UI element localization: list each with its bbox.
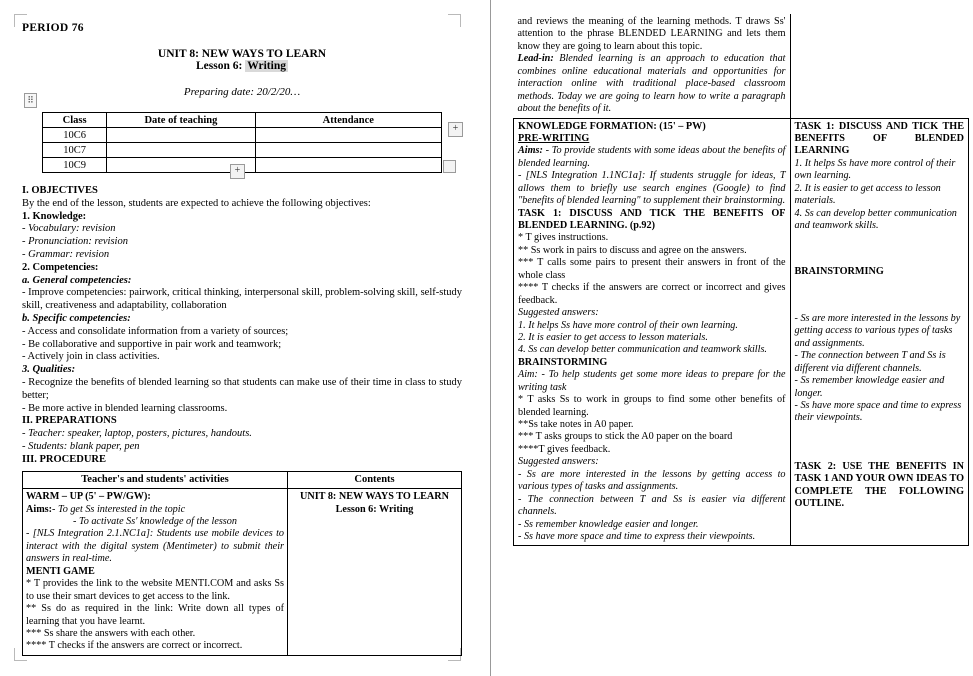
brainstorming-title: BRAINSTORMING — [518, 356, 608, 368]
brainstorming-suggested-item: - Ss have more space and time to express their viewpoints. — [518, 530, 756, 542]
preparations-item: - Students: blank paper, pen — [22, 440, 140, 452]
brainstorming-suggested-item: - The connection between T and Ss is easier via different channels. — [518, 493, 786, 518]
specific-competencies-item: - Access and consolidate information from a variety of sources; — [22, 325, 289, 337]
table-row — [43, 143, 442, 158]
brainstorming-step: *** T asks groups to stick the A0 paper on the board — [518, 431, 733, 443]
qualities-heading: 3. Qualities: — [22, 364, 76, 376]
procedure-table — [22, 471, 462, 656]
menti-step: ** Ss do as required in the link: Write down all types of learning that you have learnt. — [26, 603, 284, 627]
header-date: Date of teaching — [107, 113, 255, 128]
contents-brainstorming-item: - Ss have more space and time to express their viewpoints. — [794, 399, 962, 424]
knowledge-formation-heading: KNOWLEDGE FORMATION: (15' – PW) — [518, 120, 706, 132]
preparations-heading: II. PREPARATIONS — [22, 415, 117, 427]
brainstorming-suggested-item: - Ss are more interested in the lessons by getting access to various types of tasks and assignments. — [518, 468, 786, 493]
qualities-item: - Recognize the benefits of blended learning so that students can make use of their time in class to study better; — [22, 376, 462, 401]
procedure-heading: III. PROCEDURE — [22, 453, 107, 465]
procedure-header-contents: Contents — [288, 471, 462, 489]
brainstorming-step: * T asks Ss to work in groups to find some other benefits of blended learning. — [518, 394, 786, 418]
contents-task1-answer: 4. Ss can develop better communication and teamwork skills. — [794, 207, 957, 231]
cell-attendance — [255, 128, 441, 143]
preparing-date: Preparing date: 20/2/20… — [183, 86, 301, 98]
continuation-paragraph: and reviews the meaning of the learning methods. T draws Ss' attention to the phrase BLENDED LEARNING and lets them know they are going to learn about this topic. — [517, 16, 786, 52]
lesson-title-highlight: Writing — [247, 60, 286, 72]
table-header-row — [43, 113, 442, 128]
knowledge-formation-cell — [514, 118, 791, 546]
procedure-cell-activities — [23, 489, 288, 656]
continuation-table-top — [513, 14, 969, 546]
knowledge-item-text: - Grammar: revision — [22, 248, 110, 260]
warmup-title: WARM – UP (5' – PW/GW): — [26, 491, 151, 503]
continuation-cell-activities — [514, 14, 791, 118]
page-gap — [488, 0, 489, 676]
knowledge-item-text: - Vocabulary: revision — [22, 223, 116, 235]
knowledge-item-text: - Pronunciation: revision — [22, 236, 128, 248]
task1-step: * T gives instructions. — [518, 232, 609, 244]
cell-class: 10C9 — [43, 158, 107, 173]
menti-step: *** Ss share the answers with each other. — [26, 627, 196, 639]
contents-cell — [790, 118, 969, 546]
contents-brainstorming-item: - The connection between T and Ss is different via different channels. — [794, 350, 946, 374]
suggested-answer-item: 1. It helps Ss have more control of their own learning. — [518, 319, 738, 331]
lead-in-label: Lead-in: — [517, 53, 554, 65]
contents-unit: UNIT 8: NEW WAYS TO LEARN — [300, 491, 449, 503]
unit-title: UNIT 8: NEW WAYS TO LEARN — [157, 48, 327, 60]
contents-task1-answer: 1. It helps Ss have more control of their own learning. — [794, 157, 956, 182]
procedure-header-activities: Teacher's and students' activities — [23, 471, 288, 489]
suggested-answer-item: 2. It is easier to get access to lesson materials. — [518, 331, 708, 343]
specific-competencies-item: - Be collaborative and supportive in pair work and teamwork; — [22, 338, 282, 350]
knowledge-formation-row — [514, 118, 969, 546]
add-column-button[interactable]: + — [230, 164, 245, 179]
task1-step: ** Ss work in pairs to discuss and agree on the answers. — [518, 244, 747, 256]
aims-label: Aims: — [26, 503, 53, 515]
cell-attendance — [255, 158, 441, 173]
task1-step: *** T calls some pairs to present their answers in front of the whole class — [518, 257, 786, 281]
objectives-intro: By the end of the lesson, students are expected to achieve the following objectives: — [22, 197, 371, 209]
task1-step: **** T checks if the answers are correct or incorrect and gives feedback. — [518, 282, 786, 306]
task1-title-text: TASK 1: DISCUSS AND TICK THE BENEFITS OF BLENDED LEARNING. — [518, 207, 786, 231]
contents-brainstorming-item: - Ss are more interested in the lessons by getting access to various types of tasks and assignments. — [794, 312, 961, 349]
general-competencies-item: - Improve competencies: pairwork, critical thinking, interpersonal skill, problem-solving skill, self-study skill, creativeness and adaptability, collaboration — [22, 287, 462, 312]
continuation-row — [514, 14, 969, 118]
brainstorming-aim: Aim: - To help students get some more ideas to prepare for the writing task — [518, 369, 786, 393]
procedure-cell-contents — [288, 489, 462, 656]
cell-attendance — [255, 143, 441, 158]
drag-handle-icon[interactable]: ⠿ — [24, 93, 37, 108]
knowledge-heading: 1. Knowledge: — [22, 210, 87, 222]
competencies-heading: 2. Competencies: — [22, 261, 99, 273]
nls-integration-note: - [NLS Integration 2.1.NC1a]: Students use mobile devices to interact with the digital system (Mentimeter) to submit their answers in real-time. — [26, 528, 284, 565]
document-page-right — [490, 0, 973, 676]
period-label: PERIOD 76 — [22, 22, 84, 34]
preparations-item: - Teacher: speaker, laptop, posters, pictures, handouts. — [22, 428, 252, 440]
specific-competencies-heading: b. Specific competencies: — [22, 312, 131, 324]
procedure-row — [23, 489, 462, 656]
brainstorming-suggested-item: - Ss remember knowledge easier and longer. — [518, 518, 699, 530]
header-attendance: Attendance — [255, 113, 441, 128]
cell-date — [107, 128, 255, 143]
menti-step: * T provides the link to the website MENTI.COM and asks Ss to use their smart devices to get access to the link. — [26, 578, 284, 602]
task1-page: (p.92) — [627, 220, 655, 231]
suggested-answer-item: 4. Ss can develop better communication and teamwork skills. — [518, 344, 767, 356]
contents-task1-heading: TASK 1: DISCUSS AND TICK THE BENEFITS OF BLENDED LEARNING — [794, 120, 964, 157]
aims-text-2: - To activate Ss' knowledge of the lesson — [73, 516, 237, 527]
task1-title — [518, 208, 786, 233]
contents-brainstorming-title: BRAINSTORMING — [794, 266, 884, 278]
aims-line — [26, 504, 284, 516]
lead-in-text: Blended learning is an approach to education that combines online educational materials and opportunities for interaction online with traditional place-based classroom methods. Today we are going to learn how to write a paragraph about the benefits of it. — [517, 53, 786, 115]
cell-class: 10C6 — [43, 128, 107, 143]
objectives-heading: I. OBJECTIVES — [22, 185, 98, 196]
lead-in-paragraph — [518, 53, 786, 115]
qualities-item: - Be more active in blended learning classrooms. — [22, 402, 228, 414]
aims-text-1: - To get Ss interested in the topic — [52, 503, 186, 515]
header-class: Class — [43, 113, 107, 128]
knowledge-item — [22, 236, 462, 249]
knowledge-item — [22, 249, 462, 262]
add-row-button[interactable]: + — [448, 122, 463, 137]
cell-date — [107, 143, 255, 158]
contents-brainstorming-item: - Ss remember knowledge easier and longer. — [794, 375, 945, 399]
procedure-header-row — [23, 471, 462, 489]
menti-step: **** T checks if the answers are correct or incorrect. — [26, 640, 243, 652]
contents-task2-heading: TASK 2: USE THE BENEFITS IN TASK 1 AND YOUR OWN IDEAS TO COMPLETE THE FOLLOWING OUTLINE. — [794, 460, 964, 510]
menti-game-title: MENTI GAME — [26, 565, 95, 577]
knowledge-item — [22, 223, 462, 236]
pre-writing-subheading: PRE-WRITING — [518, 132, 590, 144]
brainstorming-step: **Ss take notes in A0 paper. — [518, 419, 634, 430]
specific-competencies-item: - Actively join in class activities. — [22, 351, 160, 363]
brainstorming-suggested-label: Suggested answers: — [518, 456, 599, 468]
lesson-title — [22, 60, 462, 72]
table-row — [43, 128, 442, 143]
contents-task1-answer: 2. It is easier to get access to lesson materials. — [794, 182, 941, 207]
general-competencies-heading: a. General competencies: — [22, 274, 132, 286]
continuation-cell-contents — [790, 14, 969, 118]
brainstorming-step: ****T gives feedback. — [518, 443, 611, 455]
nls-integration-note: - [NLS Integration 1.1NC1a]: If students struggle for ideas, T allows them to briefly use search engines (Google) to find "benefits of blended learning" to supplement their brainstorming. — [518, 170, 786, 207]
aims-text: - To provide students with some ideas about the benefits of blended learning. — [518, 145, 786, 169]
pre-writing-aims — [518, 145, 786, 170]
resize-handle-icon[interactable] — [443, 160, 456, 173]
aims-label: Aims: — [518, 145, 543, 157]
cell-class: 10C7 — [43, 143, 107, 158]
contents-lesson: Lesson 6: Writing — [335, 503, 414, 515]
suggested-answers-label: Suggested answers: — [518, 307, 599, 319]
lesson-title-prefix: Lesson 6: — [196, 60, 246, 72]
